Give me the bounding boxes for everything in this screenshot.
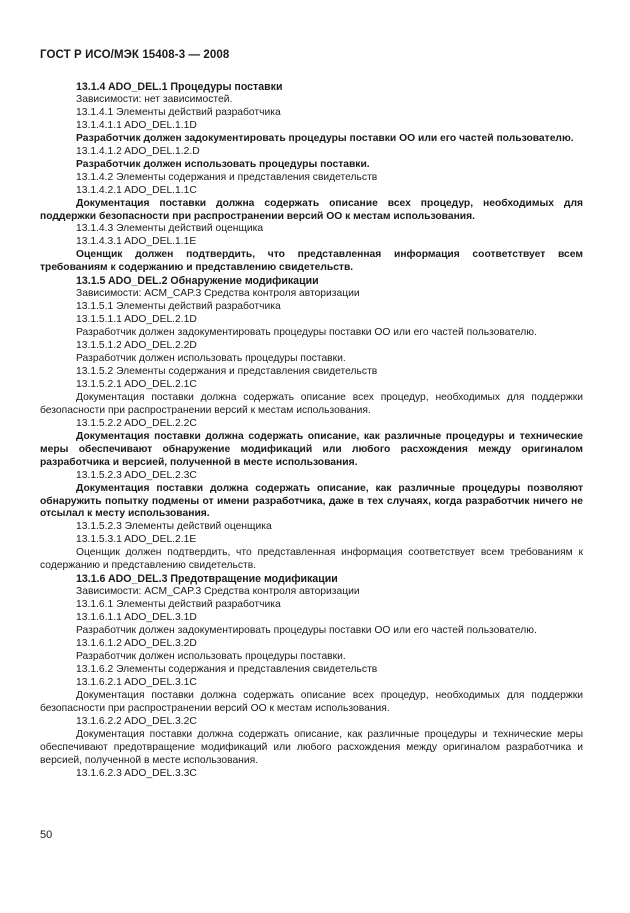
paragraph: Зависимости: ACM_CAP.3 Средства контроля авторизации: [76, 288, 360, 300]
page-number: 50: [40, 829, 53, 841]
paragraph: Разработчик должен использовать процедуры поставки.: [76, 650, 346, 662]
paragraph: Разработчик должен задокументировать процедуры поставки ОО или его частей пользователю.: [76, 132, 574, 144]
section-heading: 13.1.4 ADO_DEL.1 Процедуры поставки: [76, 81, 283, 93]
paragraph: Разработчик должен использовать процедуры поставки.: [76, 158, 370, 170]
paragraph: 13.1.5.2.2 ADO_DEL.2.2C: [76, 417, 197, 429]
paragraph: 13.1.5.2.3 Элементы действий оценщика: [76, 521, 272, 533]
paragraph: 13.1.4.1 Элементы действий разработчика: [76, 106, 281, 118]
paragraph: Оценщик должен подтвердить, что представленная информация соответствует всем требованиям к содержанию и представлению свидетельств.: [40, 547, 583, 572]
paragraph: 13.1.5.1 Элементы действий разработчика: [76, 301, 281, 313]
paragraph: 13.1.5.1.2 ADO_DEL.2.2D: [76, 340, 197, 352]
paragraph: 13.1.5.3.1 ADO_DEL.2.1E: [76, 534, 197, 546]
paragraph: 13.1.4.2.1 ADO_DEL.1.1C: [76, 184, 197, 196]
paragraph: 13.1.6.2 Элементы содержания и представления свидетельств: [76, 663, 378, 675]
paragraph: 13.1.6.2.3 ADO_DEL.3.3C: [76, 767, 197, 779]
paragraph: 13.1.6.2.2 ADO_DEL.3.2C: [76, 715, 197, 727]
paragraph: 13.1.6.1.1 ADO_DEL.3.1D: [76, 612, 197, 624]
paragraph: 13.1.5.2.1 ADO_DEL.2.1C: [76, 378, 197, 390]
paragraph: Разработчик должен использовать процедуры поставки.: [76, 353, 346, 365]
paragraph: Документация поставки должна содержать описание всех процедур, необходимых для поддержки безопасности при распространении версий к местам использования.: [40, 391, 583, 416]
document-body: [40, 81, 583, 780]
paragraph: 13.1.6.2.1 ADO_DEL.3.1C: [76, 676, 197, 688]
paragraph: Документация поставки должна содержать описание, как различные процедуры и технические меры обеспечивают предотвращение модификаций или любого расхождения между оригиналом разработчика и версией, полученной в месте использования.: [40, 728, 583, 766]
paragraph: 13.1.4.1.2 ADO_DEL.1.2.D: [76, 145, 200, 157]
page-header: ГОСТ Р ИСО/МЭК 15408-3 — 2008: [40, 49, 230, 61]
paragraph: Документация поставки должна содержать описание, как различные процедуры и технические меры обеспечивают обнаружение модификаций или любого расхождения между оригиналом разработчика и версией, полученной в месте использования.: [40, 430, 583, 468]
paragraph: 13.1.5.1.1 ADO_DEL.2.1D: [76, 314, 197, 326]
paragraph: Разработчик должен задокументировать процедуры поставки ОО или его частей пользователю.: [76, 625, 537, 637]
paragraph: Зависимости: ACM_CAP.3 Средства контроля авторизации: [76, 586, 360, 598]
paragraph: Зависимости: нет зависимостей.: [76, 93, 233, 105]
paragraph: 13.1.6.1 Элементы действий разработчика: [76, 599, 281, 611]
paragraph: Оценщик должен подтвердить, что представленная информация соответствует всем требованиям к содержанию и представлению свидетельств.: [40, 249, 583, 274]
paragraph: 13.1.4.1.1 ADO_DEL.1.1D: [76, 119, 197, 131]
paragraph: 13.1.5.2.3 ADO_DEL.2.3C: [76, 469, 197, 481]
section-heading: 13.1.6 ADO_DEL.3 Предотвращение модификации: [76, 573, 338, 586]
section-heading: 13.1.5 ADO_DEL.2 Обнаружение модификации: [76, 275, 319, 288]
paragraph: 13.1.6.1.2 ADO_DEL.3.2D: [76, 637, 197, 649]
paragraph: 13.1.4.3 Элементы действий оценщика: [76, 223, 264, 235]
paragraph: 13.1.4.3.1 ADO_DEL.1.1E: [76, 236, 197, 248]
paragraph: Разработчик должен задокументировать процедуры поставки ОО или его частей пользователю.: [76, 327, 537, 339]
paragraph: Документация поставки должна содержать описание всех процедур, необходимых для поддержки безопасности при распространении версий ОО к местам использования.: [40, 689, 583, 714]
paragraph: Документация поставки должна содержать описание всех процедур, необходимых для поддержки безопасности при распространении версий ОО к местам использования.: [40, 197, 583, 222]
paragraph: 13.1.5.2 Элементы содержания и представления свидетельств: [76, 365, 378, 377]
paragraph: 13.1.4.2 Элементы содержания и представления свидетельств: [76, 171, 378, 183]
paragraph: Документация поставки должна содержать описание, как различные процедуры позволяют обнаружить попытку подмены от имени разработчика, даже в тех случаях, когда разработчик ничего не отсылал к месту использования.: [40, 482, 583, 520]
